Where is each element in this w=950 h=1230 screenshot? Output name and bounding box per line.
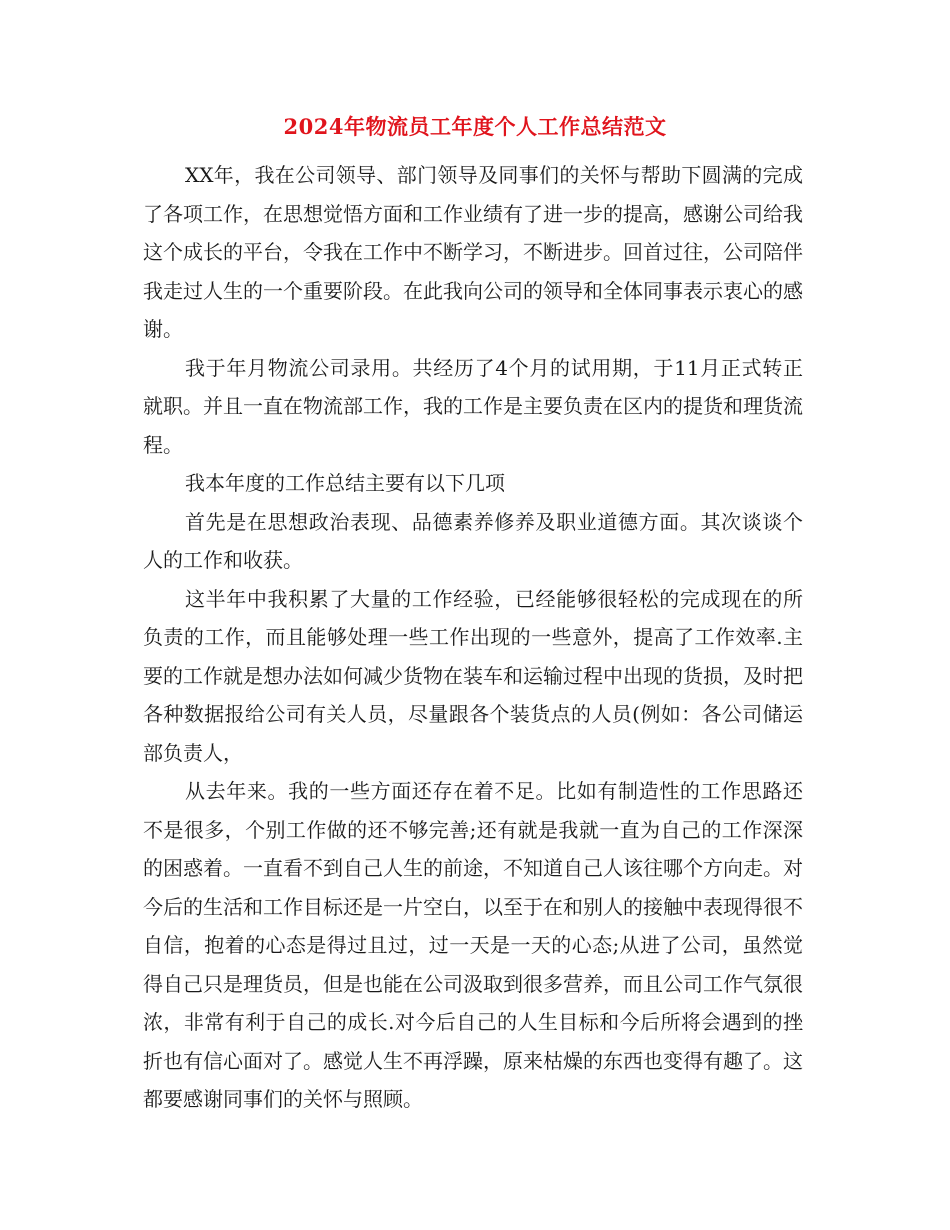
document-body <box>143 156 803 1119</box>
paragraph-intro: XX年，我在公司领导、部门领导及同事们的关怀与帮助下圆满的完成了各项工作，在思想觉悟方面和工作业绩有了进一步的提高，感谢公司给我这个成长的平台，令我在工作中不断学习，不断进步。回首过往，公司陪伴我走过人生的一个重要阶段。在此我向公司的领导和全体同事表示衷心的感谢。 <box>143 163 803 341</box>
document-title: 2024年物流员工年度个人工作总结范文 <box>283 114 667 139</box>
paragraph-experience: 这半年中我积累了大量的工作经验，已经能够很轻松的完成现在的所负责的工作，而且能够处理一些工作出现的一些意外，提高了工作效率.主要的工作就是想办法如何减少货物在装车和运输过程中出现的货损，及时把各种数据报给公司有关人员，尽量跟各个装货点的人员(例如：各公司储运部负责人， <box>143 586 803 765</box>
paragraph-shortcomings: 从去年来。我的一些方面还存在着不足。比如有制造性的工作思路还不是很多，个别工作做的还不够完善;还有就是我就一直为自己的工作深深的困惑着。一直看不到自己人生的前途，不知道自己人该往哪个方向走。对今后的生活和工作目标还是一片空白，以至于在和别人的接触中表现得很不自信，抱着的心态是得过且过，过一天是一天的心态;从进了公司，虽然觉得自己只是理货员，但是也能在公司汲取到很多营养，而且公司工作气氛很浓，非常有利于自己的成长.对今后自己的人生目标和今后所将会遇到的挫折也有信心面对了。感觉人生不再浮躁，原来枯燥的东西也变得有趣了。这都要感谢同事们的关怀与照顾。 <box>143 779 803 1111</box>
paragraph-employment: 我于年月物流公司录用。共经历了4个月的试用期，于11月正式转正就职。并且一直在物流部工作，我的工作是主要负责在区内的提货和理货流程。 <box>143 355 803 457</box>
paragraph-summary-heading: 我本年度的工作总结主要有以下几项 <box>185 471 505 495</box>
paragraph-first-points: 首先是在思想政治表现、品德素养修养及职业道德方面。其次谈谈个人的工作和收获。 <box>143 509 803 572</box>
